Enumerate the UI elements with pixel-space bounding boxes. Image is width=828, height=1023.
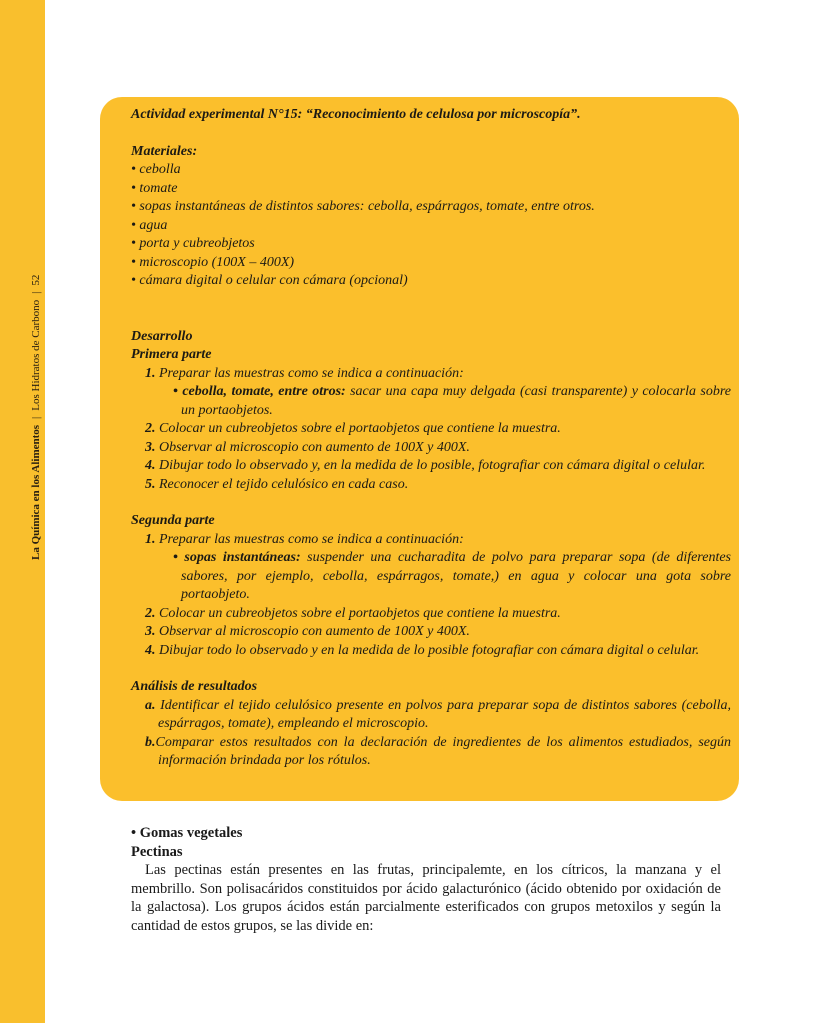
book-title: La Química en los Alimentos bbox=[30, 424, 42, 560]
materials-list bbox=[131, 161, 731, 291]
step: 4. Dibujar todo lo observado y, en la medida de lo posible, fotografiar con cámara digital o celular. bbox=[145, 458, 706, 473]
step: 3. Observar al microscopio con aumento de 100X y 400X. bbox=[145, 624, 470, 639]
sub-step: • sopas instantáneas: suspender una cucharadita de polvo para preparar sopa (de diferentes sabores, por ejemplo, cebolla, espárragos, tomate,) en agua y colocar una gota sobre portaobjeto. bbox=[173, 550, 732, 602]
activity-content bbox=[131, 106, 731, 771]
part1-heading: Primera parte bbox=[131, 347, 212, 362]
step: 1. Preparar las muestras como se indica a continuación: bbox=[145, 365, 464, 381]
development-heading: Desarrollo bbox=[131, 328, 193, 344]
list-item: • cámara digital o celular con cámara (opcional) bbox=[131, 272, 731, 291]
activity-title: Actividad experimental N°15: “Reconocimiento de celulosa por microscopía”. bbox=[131, 107, 581, 122]
step: 2. Colocar un cubreobjetos sobre el portaobjetos que contiene la muestra. bbox=[145, 605, 561, 621]
paragraph: Las pectinas están presentes en las frutas, principalemte, en los cítricos, la manzana y el membrillo. Son polisacáridos constituidos por ácido galacturónico (ácido obtenido por oxidación de la galactosa). Los grupos ácidos están parcialmente esterificados con grupos metoxilos y según la cantidad de estos grupos, se las divide en: bbox=[131, 862, 721, 934]
separator: | bbox=[30, 416, 42, 419]
sub-step: • cebolla, tomate, entre otros: sacar una capa muy delgada (casi transparente) y colocarla sobre un portaobjetos. bbox=[173, 384, 732, 418]
chapter-title: Los Hidratos de Carbono bbox=[30, 299, 42, 411]
analysis-item: a. Identificar el tejido celulósico presente en polvos para preparar sopa de distintos sabores (cebolla, espárragos, tomate), empleando el microscopio. bbox=[145, 697, 731, 731]
body-text bbox=[131, 824, 721, 935]
step: 2. Colocar un cubreobjetos sobre el portaobjetos que contiene la muestra. bbox=[145, 421, 561, 436]
step: 1. Preparar las muestras como se indica a continuación: bbox=[145, 531, 464, 547]
list-item: • agua bbox=[131, 217, 731, 236]
subheading: Pectinas bbox=[131, 843, 183, 860]
activity-box bbox=[100, 97, 739, 801]
step: 5. Reconocer el tejido celulósico en cada caso. bbox=[145, 476, 409, 492]
step: 3. Observar al microscopio con aumento de 100X y 400X. bbox=[145, 439, 470, 455]
list-item: • porta y cubreobjetos bbox=[131, 235, 731, 254]
list-item: • sopas instantáneas de distintos sabores: cebolla, espárragos, tomate, entre otros. bbox=[131, 198, 731, 217]
analysis-heading: Análisis de resultados bbox=[131, 679, 258, 694]
materials-heading: Materiales: bbox=[131, 143, 198, 159]
list-item: • cebolla bbox=[131, 161, 731, 180]
analysis-item: b.Comparar estos resultados con la declaración de ingredientes de los alimentos estudiados, según información brindada por los rótulos. bbox=[145, 734, 731, 768]
step: 4. Dibujar todo lo observado y en la medida de lo posible fotografiar con cámara digital o celular. bbox=[145, 642, 700, 658]
list-item: • tomate bbox=[131, 180, 731, 199]
section-heading: • Gomas vegetales bbox=[131, 825, 243, 841]
running-header bbox=[30, 275, 42, 560]
separator: | bbox=[30, 291, 42, 294]
page-number: 52 bbox=[30, 274, 42, 286]
list-item: • microscopio (100X – 400X) bbox=[131, 254, 731, 273]
part2-heading: Segunda parte bbox=[131, 513, 215, 528]
